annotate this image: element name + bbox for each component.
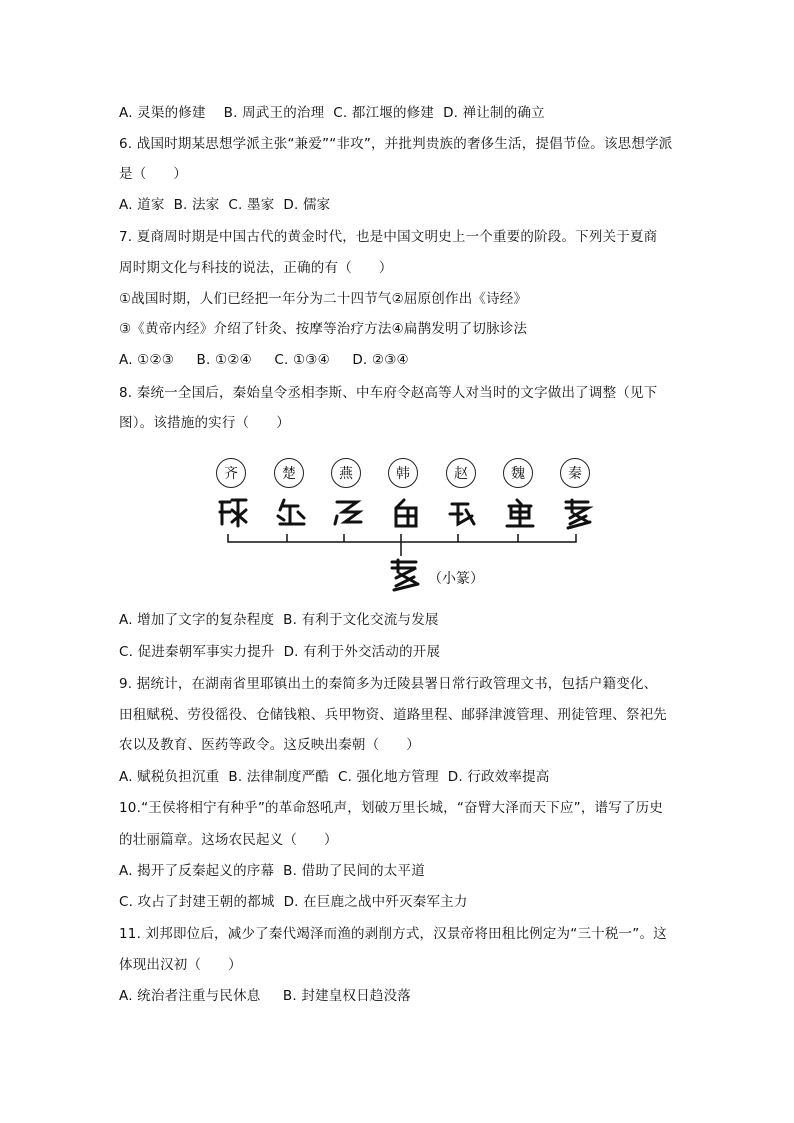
q8-options-ab: A. 增加了文字的复杂程度 B. 有利于文化交流与发展 [119, 612, 439, 628]
q7-stem: 7. 夏商周时期是中国古代的黄金时代，也是中国文明史上一个重要的阶段。下列关于夏商 [119, 229, 658, 245]
q10-options-cd: C. 攻占了封建王朝的都城 D. 在巨鹿之战中歼灭秦军主力 [119, 894, 468, 910]
chu-script-glyph [274, 496, 308, 532]
state-circle-chu: 楚 [274, 458, 304, 488]
q10-stem-cont: 的壮丽篇章。这场农民起义（ ） [119, 832, 338, 848]
q9-stem: 9. 据统计，在湖南省里耶镇出土的秦简多为迁陵县署日常行政管理文书，包括户籍变化、 [119, 676, 658, 692]
q10-stem: 10.“王侯将相宁有种乎”的革命怒吼声，划破万里长城，“奋臂大泽而天下应”，谱写了历史 [119, 800, 664, 816]
state-circle-wei: 魏 [503, 458, 533, 488]
yan-script-glyph [331, 496, 365, 532]
small-seal-glyph [386, 556, 422, 594]
small-seal-label: （小篆） [428, 571, 484, 587]
zhao-script-glyph [446, 496, 480, 532]
q11-options: A. 统治者注重与民休息 B. 封建皇权日趋没落 [119, 988, 411, 1004]
state-circle-zhao: 赵 [446, 458, 476, 488]
wei-script-glyph [503, 496, 537, 532]
q7-item-2: ③《黄帝内经》介绍了针灸、按摩等治疗方法④扁鹊发明了切脉诊法 [119, 321, 528, 337]
state-circle-qi: 齐 [216, 458, 246, 488]
state-circle-yan: 燕 [331, 458, 361, 488]
han-script-glyph [388, 496, 422, 532]
q6-options: A. 道家 B. 法家 C. 墨家 D. 儒家 [119, 197, 331, 213]
q9-stem-cont: 田租赋税、劳役徭役、仓储钱粮、兵甲物资、道路里程、邮驿津渡管理、刑徒管理、祭祀先 [119, 707, 667, 723]
state-circle-qin: 秦 [560, 458, 590, 488]
q5-options: A. 灵渠的修建 B. 周武王的治理 C. 都江堰的修建 D. 禅让制的确立 [119, 105, 545, 121]
q11-stem-cont: 体现出汉初（ ） [119, 957, 242, 973]
q8-stem: 8. 秦统一全国后，秦始皇令丞相李斯、中车府令赵高等人对当时的文字做出了调整（见下 [119, 385, 658, 401]
bracket-line [200, 532, 610, 558]
qin-script-glyph [560, 496, 594, 532]
q10-options-ab: A. 揭开了反秦起义的序幕 B. 借助了民间的太平道 [119, 863, 425, 879]
q7-options: A. ①②③ B. ①②④ C. ①③④ D. ②③④ [119, 352, 409, 368]
q8-stem-cont: 图）。该措施的实行（ ） [119, 415, 290, 431]
q9-options: A. 赋税负担沉重 B. 法律制度严酷 C. 强化地方管理 D. 行政效率提高 [119, 769, 550, 785]
q11-stem: 11. 刘邦即位后，减少了秦代竭泽而渔的剥削方式，汉景帝将田租比例定为“三十税一”。这 [119, 926, 667, 942]
script-unification-diagram [200, 448, 610, 598]
q9-stem-cont2: 农以及教育、医药等政令。这反映出秦朝（ ） [119, 737, 420, 753]
q6-stem: 6. 战国时期某思想学派主张“兼爱”“非攻”，并批判贵族的奢侈生活，提倡节俭。该思想学派 [119, 136, 673, 152]
state-circle-han: 韩 [388, 458, 418, 488]
qi-script-glyph [216, 496, 250, 532]
q8-options-cd: C. 促进秦朝军事实力提升 D. 有利于外交活动的开展 [119, 644, 441, 660]
q7-stem-cont: 周时期文化与科技的说法，正确的有（ ） [119, 260, 393, 276]
q6-stem-cont: 是（ ） [119, 166, 188, 182]
q7-item-1: ①战国时期，人们已经把一年分为二十四节气②屈原创作出《诗经》 [119, 291, 528, 307]
